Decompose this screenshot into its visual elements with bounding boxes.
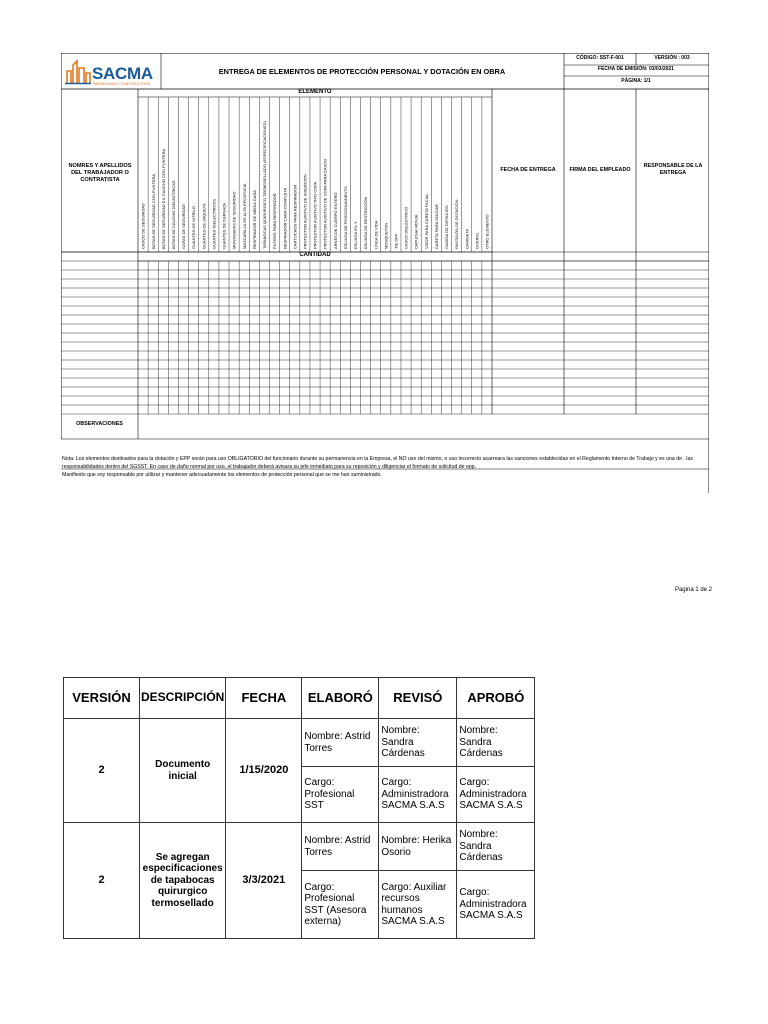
aprobo-header: APROBÓ [457, 678, 535, 719]
element-label: BOTAS DE SEGURIDAD EN CAUCHO CON PUNTERA [160, 148, 166, 249]
elaboro-role: Cargo: Profesional SST (Asesora externa) [302, 871, 379, 939]
element-label: CAMISETA [464, 228, 470, 249]
names-column-header: NOMRES Y APELLIDOS DEL TRABAJADOR O CONTRATISTA [68, 163, 132, 183]
revision-header-row [64, 678, 535, 719]
reviso-role: Cargo: Administradora SACMA S.A.S [379, 767, 457, 823]
revision-date: 3/3/2021 [226, 823, 302, 939]
revision-row [64, 823, 535, 871]
date-header: FECHA [226, 678, 302, 719]
element-label: TIE OFF [393, 233, 399, 249]
revision-description: Se agregan especificaciones de tapabocas quirurgico termosellado [140, 823, 226, 939]
element-label: CASCO DE SEGURIDAD [140, 203, 146, 249]
building-logo-icon [65, 59, 91, 85]
element-label: GUANTES DIELECTRICOS [211, 198, 217, 249]
element-label: PROTECTOR AUDITIVO TIPO COPA [312, 181, 318, 249]
element-label: MOSQUETÓN [383, 222, 389, 249]
element-label: CAPUCHA MONJA [413, 214, 419, 249]
elemento-header: ELEMENTO [298, 89, 332, 95]
form-title: ENTREGA DE ELEMENTOS DE PROTECCIÓN PERSONAL Y DOTACIÓN EN OBRA [218, 67, 506, 76]
element-label: VISOR PARA CARETA FACIAL [423, 193, 429, 249]
elaboro-name: Nombre: Astrid Torres [302, 719, 379, 767]
responsible-column-header: RESPONSABLE DE LA ENTREGA [643, 163, 703, 176]
element-label: ESLINGA DE RESTRICCIÓN [363, 196, 369, 249]
aprobo-name: Nombre: Sandra Cárdenas [457, 823, 535, 871]
element-label: GUANTES DE CARNAZA [221, 202, 227, 249]
element-label: PANTALÓN DE DOTACIÓN [454, 199, 460, 249]
element-label: ESLINGA DE POSICIONAMIENTO [342, 186, 348, 249]
aprobo-role: Cargo: Administradora SACMA S.A.S [457, 767, 535, 823]
element-label: CAMISA DE DOTACIÓN [444, 205, 450, 249]
element-label: MONOGAFAS DE SEGURIDAD [231, 191, 237, 249]
form-emission-date: FECHA DE EMISIÓN: 03/03/2021 [598, 66, 674, 72]
element-label: BOTAS DE SEGURIDAD CON PUNTERA [150, 173, 156, 249]
element-label: GUANTES DE NITRILO [191, 206, 197, 249]
elaboro-name: Nombre: Astrid Torres [302, 823, 379, 871]
aprobo-name: Nombre: Sandra Cárdenas [457, 719, 535, 767]
reviso-role: Cargo: Auxiliar recursos humanos SACMA S.A.S [379, 871, 457, 939]
element-label: CARETA PARA SOLDAR [433, 204, 439, 249]
element-label: PROTECTOR AUDITIVO DE COPA PARA CASCO [322, 158, 328, 249]
element-label: FILTROS PARA RESPIRADOR [272, 193, 278, 249]
employee-signature-column-header: FIRMA DEL EMPLEADO [569, 167, 631, 173]
element-label: ARNÉS DE CUERPO ENTERO [332, 192, 338, 249]
reviso-name: Nombre: Sandra Cárdenas [379, 719, 457, 767]
form-version: VERSIÓN : 003 [654, 55, 690, 61]
element-label: CASCO DIELÉCTRICO [403, 206, 409, 249]
epp-delivery-form [61, 53, 709, 493]
element-label: GAFAS DE SEGURIDAD [181, 204, 187, 249]
element-label: ESLINGA EN Y [353, 221, 359, 249]
element-label: RESPIRADOR DE MEDIA CARA [251, 190, 257, 249]
revision-row [64, 719, 535, 767]
reviso-header: REVISÓ [379, 678, 457, 719]
revision-version: 2 [64, 719, 140, 823]
element-label: GUANTES DE VAQUETA [201, 203, 207, 249]
element-label: OVEROL [474, 232, 480, 249]
description-header: DESCRIPCIÓN [140, 678, 226, 719]
elaboro-header: ELABORÓ [302, 678, 379, 719]
cantidad-header: CANTIDAD [299, 252, 331, 258]
page-number: Pagina 1 de 2 [674, 587, 712, 593]
element-label: CARTUCHOS PARA RESPIRADOR [292, 184, 298, 249]
logo-tagline: INMOBILIARIA Y CONSTRUCTORA [93, 82, 150, 86]
revision-version: 2 [64, 823, 140, 939]
revision-date: 1/15/2020 [226, 719, 302, 823]
aprobo-role: Cargo: Administradora SACMA S.A.S [457, 871, 535, 939]
element-label: TAPABOCAS QUIRÚRGICO TERMOSELLADO (ESPECIFICACIONES) [262, 121, 268, 249]
reviso-name: Nombre: Herika Osorio [379, 823, 457, 871]
revision-history-table [63, 677, 535, 939]
elaboro-role: Cargo: Profesional SST [302, 767, 379, 823]
element-label: PROTECTOR AUDITIVO DE INSERCIÓN [302, 174, 308, 249]
version-header: VERSIÓN [64, 678, 140, 719]
element-label: BOTAS DE CAUCHO DIELECTRICAS [171, 180, 176, 249]
delivery-date-column-header: FECHA DE ENTREGA [500, 167, 556, 173]
form-page: PÁGINA: 1/1 [621, 78, 651, 84]
element-label: OTRO ELEMENTO [484, 214, 490, 249]
form-grid [61, 53, 709, 493]
revision-description: Documento inicial [140, 719, 226, 823]
logo-wordmark: SACMA [92, 64, 153, 83]
form-note: Nota: Los elementos destinados para la dotación y EPP serán para uso OBLIGATORIO del funcionario durante su permanencia en la Empresa, el NO uso del mismo, o uso incorrecto acarreara las sanciones establecidas en el Reglamento Interno de Trabajo y es una de . las responsabilidades dentro del SGSST. En caso de daño normal por uso, el trabajador deberá avisara su jefe inmediato para su reposición y diligenciar el formato de solicitud de epp. [62, 456, 693, 470]
element-label: LÍNEA DE VIDA [373, 220, 379, 249]
form-manifest: Manifiesto que soy responsable por utilizar y mantener adecuadamente los elementos de protección personal que se me han suministrado. [62, 472, 382, 478]
element-label: RESPIRADOR CARA COMPLETA [282, 187, 288, 249]
form-code: CÓDIGO: SST-F-001 [576, 55, 624, 61]
sacma-logo [65, 57, 157, 87]
observations-label: OBSERVACIONES [76, 421, 123, 427]
element-label: MASCARILLA DE ALTA EFICIENCIA [241, 183, 247, 249]
